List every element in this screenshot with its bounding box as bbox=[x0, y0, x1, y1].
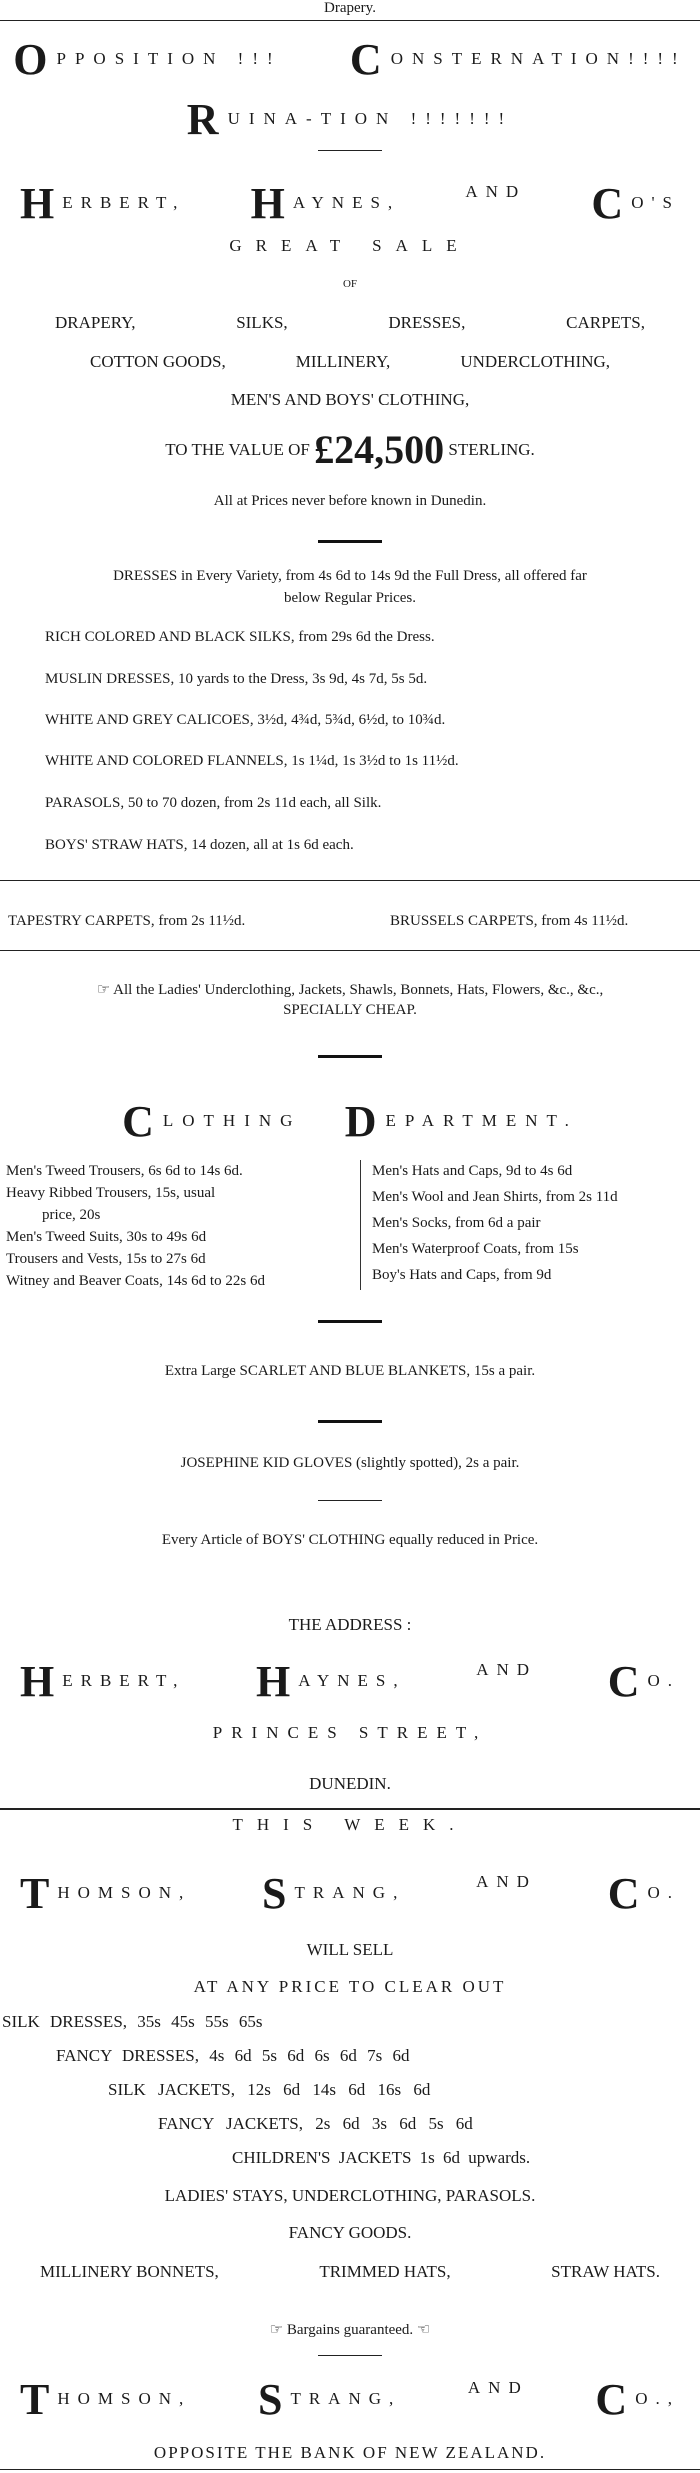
left-column bbox=[6, 1160, 336, 1292]
divider bbox=[318, 1320, 382, 1323]
divider bbox=[0, 950, 700, 951]
thomson-firm-footer: THOMSON, STRANG, AND CO., bbox=[20, 2375, 680, 2424]
will-sell: WILL SELL bbox=[306, 1940, 394, 1959]
thomson-firm: THOMSON, STRANG, AND CO. bbox=[20, 1869, 680, 1918]
right-column bbox=[372, 1160, 700, 1286]
divider bbox=[0, 880, 700, 881]
left-item: Witney and Beaver Coats, 14s 6d to 22s 6d bbox=[6, 1273, 265, 1289]
this-week: THIS WEEK. bbox=[232, 1815, 468, 1834]
column-divider bbox=[360, 1160, 361, 1290]
right-item: Men's Wool and Jean Shirts, from 2s 11d bbox=[372, 1189, 618, 1205]
item-flannels: WHITE AND COLORED FLANNELS, 1s 1¼d, 1s 3½d to 1s 11½d. bbox=[45, 753, 459, 769]
address-label: THE ADDRESS : bbox=[288, 1615, 412, 1634]
great-sale: GREAT SALE bbox=[229, 236, 471, 255]
gloves: JOSEPHINE KID GLOVES (slightly spotted), 2s a pair. bbox=[180, 1455, 520, 1471]
firm-name: HERBERT, HAYNES, AND CO'S bbox=[20, 179, 680, 228]
right-item: Men's Waterproof Coats, from 15s bbox=[372, 1241, 579, 1257]
goods-row-3: MEN'S AND BOYS' CLOTHING, bbox=[230, 390, 470, 409]
hand-icon: ☞ bbox=[96, 982, 114, 998]
specially-cheap: SPECIALLY CHEAP. bbox=[283, 1002, 417, 1018]
ruination: RUINA-TION !!!!!!! bbox=[186, 95, 514, 144]
divider bbox=[318, 2355, 382, 2356]
right-item: Men's Socks, from 6d a pair bbox=[372, 1215, 541, 1231]
opposite-bank: OPPOSITE THE BANK OF NEW ZEALAND. bbox=[153, 2443, 547, 2462]
city: DUNEDIN. bbox=[309, 1774, 391, 1793]
item-straw-hats: BOYS' STRAW HATS, 14 dozen, all at 1s 6d each. bbox=[45, 837, 354, 853]
bargains: ☞ Bargains guaranteed. ☜ bbox=[269, 2322, 431, 2338]
ladies-line: ☞ All the Ladies' Underclothing, Jackets, Shawls, Bonnets, Hats, Flowers, &c., &c., bbox=[96, 982, 604, 998]
hand-icon: ☞ bbox=[269, 2322, 287, 2338]
left-item: Men's Tweed Trousers, 6s 6d to 14s 6d. bbox=[6, 1163, 243, 1179]
left-item: Trousers and Vests, 15s to 27s 6d bbox=[6, 1251, 206, 1267]
item-parasols: PARASOLS, 50 to 70 dozen, from 2s 11d each, all Silk. bbox=[45, 795, 382, 811]
clothing-department: CLOTHING DEPARTMENT. bbox=[122, 1097, 578, 1146]
dresses-line-cont: below Regular Prices. bbox=[283, 590, 417, 606]
goods-row-2: COTTON GOODS, MILLINERY, UNDERCLOTHING, bbox=[90, 352, 610, 371]
opposition: OPPOSITION !!! bbox=[13, 35, 282, 84]
blankets: Extra Large SCARLET AND BLUE BLANKETS, 15s a pair. bbox=[164, 1363, 536, 1379]
left-item: Men's Tweed Suits, 30s to 49s 6d bbox=[6, 1229, 207, 1245]
consternation: CONSTERNATION!!!! bbox=[349, 35, 687, 84]
header-rule bbox=[0, 20, 700, 21]
divider bbox=[318, 540, 382, 543]
item-muslin: MUSLIN DRESSES, 10 yards to the Dress, 3s 9d, 4s 7d, 5s 5d. bbox=[45, 671, 428, 687]
fancy-jackets: FANCY JACKETS, 2s 6d 3s 6d 5s 6d bbox=[158, 2114, 473, 2133]
silk-dresses: SILK DRESSES, 35s 45s 55s 65s bbox=[2, 2012, 263, 2031]
ladies-stays: LADIES' STAYS, UNDERCLOTHING, PARASOLS. bbox=[164, 2186, 536, 2205]
left-item: price, 20s bbox=[42, 1207, 101, 1223]
dresses-line: DRESSES in Every Variety, from 4s 6d to 14s 9d the Full Dress, all offered far bbox=[113, 568, 587, 584]
brussels-carpets: BRUSSELS CARPETS, from 4s 11½d. bbox=[390, 913, 629, 929]
footer-rule bbox=[0, 2469, 700, 2470]
divider bbox=[318, 1420, 382, 1423]
ad-separator bbox=[0, 1808, 700, 1810]
section-header: Drapery. bbox=[324, 0, 376, 16]
divider bbox=[318, 1500, 382, 1501]
item-calicoes: WHITE AND GREY CALICOES, 3½d, 4¾d, 5¾d, 6½d, to 10¾d. bbox=[45, 712, 446, 728]
hand-icon: ☜ bbox=[413, 2322, 431, 2338]
value-line: TO THE VALUE OF £24,500 STERLING. bbox=[165, 427, 535, 472]
goods-row-1: DRAPERY, SILKS, DRESSES, CARPETS, bbox=[55, 313, 645, 332]
childrens-jackets: CHILDREN'S JACKETS 1s 6d upwards. bbox=[232, 2148, 531, 2167]
item-silks: RICH COLORED AND BLACK SILKS, from 29s 6d the Dress. bbox=[45, 629, 435, 645]
value-amount: £24,500 bbox=[314, 427, 445, 472]
right-item: Boy's Hats and Caps, from 9d bbox=[372, 1267, 552, 1283]
divider bbox=[318, 1055, 382, 1058]
tapestry-carpets: TAPESTRY CARPETS, from 2s 11½d. bbox=[8, 913, 246, 929]
boys-clothing: Every Article of BOYS' CLOTHING equally reduced in Price. bbox=[161, 1532, 539, 1548]
left-item: Heavy Ribbed Trousers, 15s, usual bbox=[6, 1185, 216, 1201]
fancy-goods: FANCY GOODS. bbox=[288, 2223, 412, 2242]
clear-out: AT ANY PRICE TO CLEAR OUT bbox=[193, 1977, 507, 1996]
prices-note: All at Prices never before known in Dunedin. bbox=[213, 493, 487, 509]
silk-jackets: SILK JACKETS, 12s 6d 14s 6d 16s 6d bbox=[108, 2080, 431, 2099]
divider bbox=[318, 150, 382, 151]
millinery: MILLINERY BONNETS, TRIMMED HATS, STRAW HATS. bbox=[40, 2262, 660, 2281]
fancy-dresses: FANCY DRESSES, 4s 6d 5s 6d 6s 6d 7s 6d bbox=[56, 2046, 410, 2065]
street: PRINCES STREET, bbox=[212, 1723, 488, 1742]
of-label: OF bbox=[342, 278, 358, 290]
opposition-line bbox=[0, 35, 700, 84]
right-item: Men's Hats and Caps, 9d to 4s 6d bbox=[372, 1163, 573, 1179]
address-firm: HERBERT, HAYNES, AND CO. bbox=[20, 1657, 680, 1706]
